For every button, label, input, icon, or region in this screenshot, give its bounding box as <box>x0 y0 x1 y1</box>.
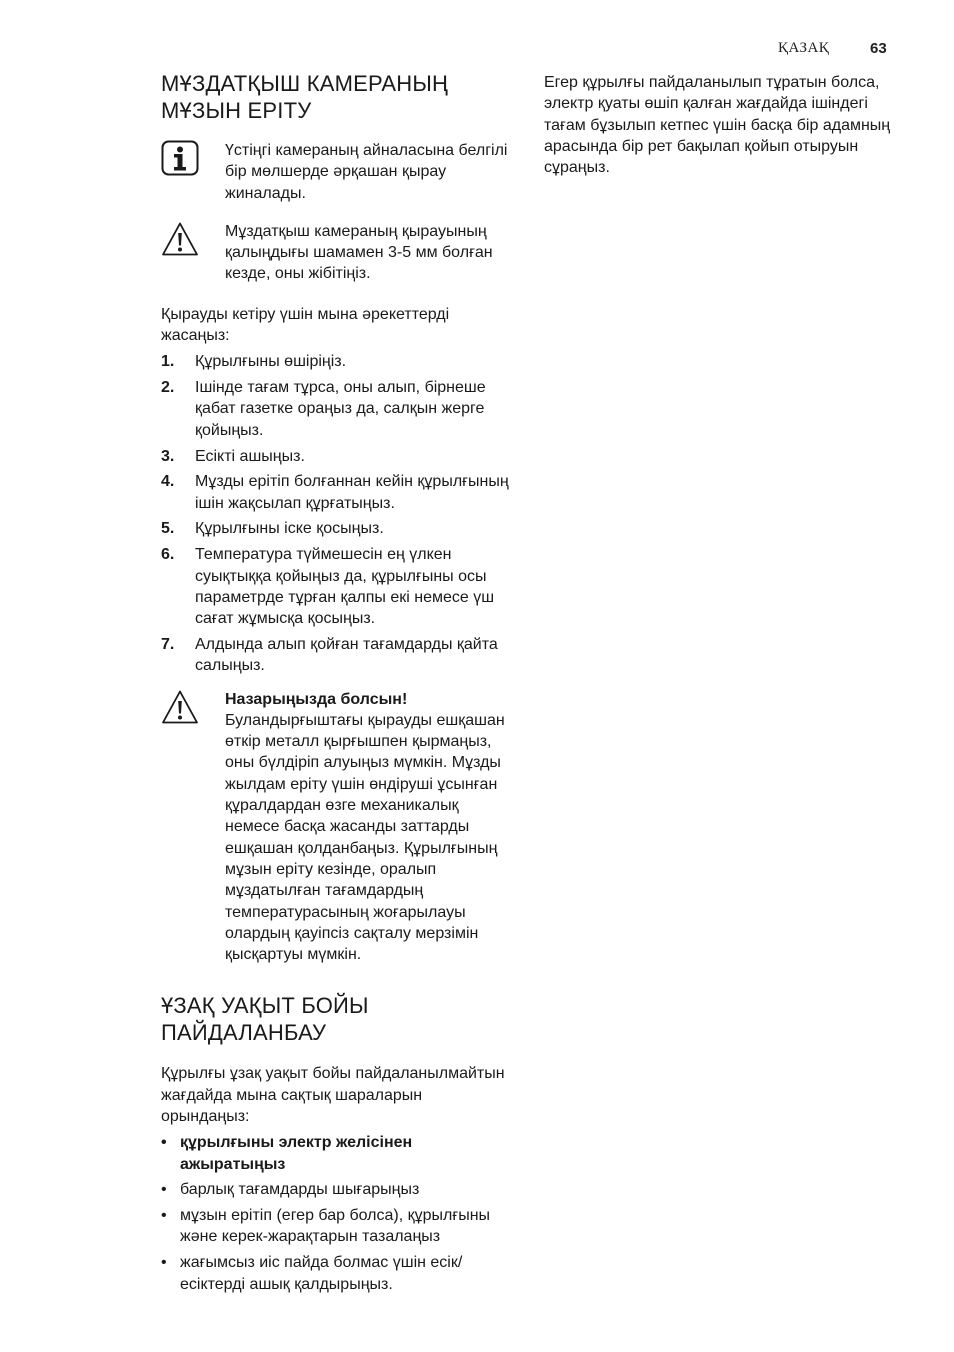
step-number: 2. <box>161 379 175 397</box>
caution-title: Назарыңызда болсын! <box>225 690 408 708</box>
title-line-1: ҰЗАҚ УАҚЫТ БОЙЫ <box>161 993 369 1019</box>
bullet-text: мұзын ерітіп (егер бар болса), құрылғыны және керек-жарақтарын тазалаңыз <box>180 1207 491 1246</box>
right-column-text: Егер құрылғы пайдаланылып тұратын болса, электр қуаты өшіп қалған жағдайда ішіндегі тағам бұзылып кетпес үшін басқа бір адамның арасында бір рет бақылап қойып отыруын сұраңыз. <box>544 74 891 177</box>
defrost-steps <box>161 351 511 676</box>
section-title-long-storage <box>161 992 511 1046</box>
storage-intro: Құрылғы ұзақ уақыт бойы пайдаланылмайтын жағдайда мына сақтық шараларын орындаңыз: <box>161 1065 505 1125</box>
bullet-dot: • <box>161 1207 167 1225</box>
step-number: 1. <box>161 353 175 371</box>
step-text: Есікті ашыңыз. <box>195 447 305 465</box>
step-item <box>161 351 511 372</box>
storage-bullets <box>161 1132 511 1295</box>
warning-triangle-icon <box>161 221 199 257</box>
section-title-defrost <box>161 70 511 124</box>
caution-body: Буландырғыштағы қырауды ешқашан өткір металл қырғышпен қырмаңыз, оны бүлдіріп алуыңыз мүмкін. Мұзды жылдам еріту үшін өндіруші ұсынған құралдардан өзге механикалық немесе басқа жасанды заттарды ешқашан қолданбаңыз. Құрылғының мұзын еріту кезінде, оралып мұздатылған тағамдардың температурасының жоғарылауы олардың қауіпсіз сақталу мерзімін қысқартуы мүмкін. <box>225 711 505 964</box>
step-text: Алдында алып қойған тағамдарды қайта салыңыз. <box>195 635 498 675</box>
bullet-dot: • <box>161 1181 167 1199</box>
page-number: 63 <box>870 40 887 57</box>
bullet-text: құрылғыны электр желісінен ажыратыңыз <box>180 1134 413 1173</box>
step-item <box>161 518 511 539</box>
title-line-2: ПАЙДАЛАНБАУ <box>161 1020 327 1046</box>
step-number: 3. <box>161 447 175 465</box>
step-item <box>161 377 511 441</box>
info-notice <box>161 140 511 204</box>
bullet-item <box>161 1205 511 1248</box>
step-text: Мұзды ерітіп болғаннан кейін құрылғының ішін жақсылап құрғатыңыз. <box>195 473 509 512</box>
right-column <box>544 72 904 178</box>
caution-notice <box>161 689 511 966</box>
step-number: 6. <box>161 546 175 564</box>
title-line-2: МҰЗЫН ЕРІТУ <box>161 98 312 123</box>
info-icon <box>161 140 199 176</box>
step-number: 7. <box>161 635 175 653</box>
bullet-text: барлық тағамдарды шығарыңыз <box>180 1181 420 1199</box>
info-note-text: Үстіңгі камераның айналасына белгілі бір мөлшерде әрқашан қырау жиналады. <box>225 142 508 202</box>
header-language: ҚАЗАҚ <box>778 40 830 56</box>
step-text: Ішінде тағам тұрса, оны алып, бірнеше қабат газетке ораңыз да, салқын жерге қойыңыз. <box>195 379 486 439</box>
step-item <box>161 471 511 514</box>
bullet-item <box>161 1252 511 1295</box>
defrost-intro: Қырауды кетіру үшін мына әрекеттерді жасаңыз: <box>161 305 450 345</box>
left-column <box>161 70 511 1299</box>
step-item <box>161 634 511 677</box>
bullet-item <box>161 1179 511 1200</box>
warning-triangle-icon <box>161 689 199 725</box>
warning-note-text: Мұздатқыш камераның қырауының қалыңдығы шамамен 3-5 мм болған кезде, оны жібітіңіз. <box>225 222 493 283</box>
step-number: 4. <box>161 473 175 491</box>
bullet-dot: • <box>161 1134 167 1152</box>
step-text: Құрылғыны өшіріңіз. <box>195 353 347 371</box>
title-line-1: МҰЗДАТҚЫШ КАМЕРАНЫҢ <box>161 71 449 96</box>
bullet-item <box>161 1132 511 1175</box>
step-number: 5. <box>161 520 175 538</box>
step-text: Температура түймешесін ең үлкен суықтыққа қойыңыз да, құрылғыны осы параметрде тұрған қалпы екі немесе үш сағат жұмысқа қосыңыз. <box>195 546 495 628</box>
bullet-text: жағымсыз иіс пайда болмас үшін есік/есіктерді ашық қалдырыңыз. <box>180 1254 463 1293</box>
warning-notice <box>161 221 511 285</box>
step-text: Құрылғыны іске қосыңыз. <box>195 520 384 538</box>
bullet-dot: • <box>161 1254 167 1272</box>
step-item <box>161 544 511 629</box>
step-item <box>161 446 511 467</box>
